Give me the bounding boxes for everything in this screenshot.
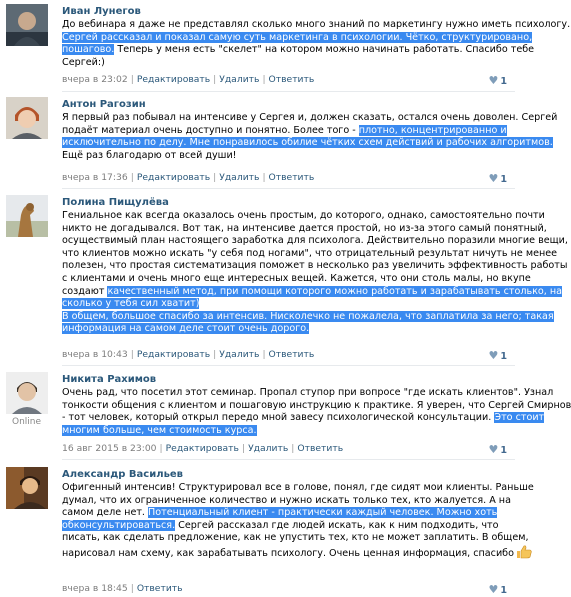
comment-author[interactable]: Никита Рахимов: [62, 374, 157, 385]
comment-author[interactable]: Александр Васильев: [62, 469, 183, 480]
heart-icon: ♥: [488, 583, 499, 596]
divider: [62, 188, 515, 189]
comment-meta: вчера в 17:36 | Редактировать | Удалить | Ответить: [62, 172, 315, 183]
comment-text-line: [62, 285, 563, 299]
reply-link[interactable]: Ответить: [136, 583, 183, 594]
text-segment: Теперь у меня есть "скелет" на котором можно начинать работать. Спасибо тебе: [114, 44, 535, 56]
comment: [0, 4, 571, 90]
comment-text-line: [62, 507, 508, 520]
like-count: 1: [500, 174, 507, 185]
delete-link[interactable]: Удалить: [219, 349, 260, 360]
comment-text: [62, 19, 571, 69]
like-button[interactable]: [488, 583, 507, 596]
comment-text-line: [62, 137, 553, 150]
delete-link[interactable]: Удалить: [219, 74, 260, 85]
highlighted-text: обконсультироваться.: [62, 519, 176, 531]
highlighted-text: Это стоит: [494, 412, 545, 424]
comment-meta: вчера в 10:43 | Редактировать | Удалить | Ответить: [62, 349, 315, 360]
avatar[interactable]: [6, 372, 48, 414]
comment-text-line: [62, 222, 547, 236]
comment-text: [62, 112, 558, 162]
text-segment: что клиентов можно искать "у себя под ногами", что отрицательный результат ничуть не менее: [62, 247, 558, 259]
highlighted-text: плотно, концентрированно и: [358, 124, 507, 136]
highlighted-text: многим больше, чем стоимость курса.: [62, 424, 257, 436]
like-button[interactable]: [488, 443, 507, 456]
reply-link[interactable]: Ответить: [297, 443, 344, 454]
like-button[interactable]: [488, 74, 507, 87]
highlighted-text: сколько у тебя сил хватит): [62, 298, 200, 310]
like-count: 1: [500, 585, 507, 596]
divider: [62, 91, 515, 92]
text-segment: Я первый раз побывал на интенсиве у Сергея и, должен сказать, остался очень доволен. Сергей: [62, 112, 558, 123]
edit-link[interactable]: Редактировать: [136, 172, 211, 183]
text-segment: осуществимый план настоящего заработка для психолога. Действительно поразили многие вещи,: [62, 235, 568, 247]
comment-time[interactable]: 16 авг 2015 в 23:00: [62, 443, 157, 454]
highlighted-text: информация на самом деле стоит очень дорого.: [62, 323, 310, 335]
heart-icon: ♥: [488, 349, 499, 362]
text-segment: тонкости общения с клиентом и пошаговую инструкцию к практике. Я уверен, что Сергей Смирнов: [62, 399, 571, 411]
text-segment: создают: [62, 285, 108, 297]
comment-text-line: [62, 260, 568, 273]
comment-text-line: [62, 247, 558, 261]
comment-text-line: [62, 235, 568, 248]
comment-text-line: [62, 112, 558, 125]
comment: [0, 97, 558, 189]
text-segment: с клиентами и очень много еще интересных вещей. Кажется, что они столь малы, но вкупе: [62, 272, 531, 284]
heart-icon: ♥: [488, 172, 499, 185]
text-segment: думал, что их ограниченное количество и нужно искать только тех, кто жалуется. А на: [62, 494, 511, 506]
divider: [62, 365, 515, 366]
comment-time[interactable]: вчера в 18:45: [62, 583, 128, 594]
like-count: 1: [500, 76, 507, 87]
comment-text-line: [62, 310, 554, 324]
comment-text-line: [62, 412, 545, 425]
comment-meta: вчера в 18:45 | Ответить: [62, 583, 183, 594]
comment-text-line: [62, 210, 545, 223]
heart-icon: ♥: [488, 74, 499, 87]
comment-text-line: [62, 323, 508, 336]
text-segment: Сергей:): [62, 56, 105, 68]
text-segment: Сергей рассказал где людей искать, как к ним подходить, что: [175, 519, 499, 531]
comment: [0, 467, 534, 596]
delete-link[interactable]: Удалить: [248, 443, 289, 454]
text-segment: Ещё раз благодарю от всей души!: [62, 149, 237, 161]
comment-text-line: [62, 532, 529, 545]
comment-text-line: [62, 545, 514, 559]
comment-text-line: [62, 31, 533, 45]
avatar[interactable]: [6, 467, 48, 509]
text-segment: Офигенный интенсив! Структурировал все в голове, понял, где сидят мои клиенты. Раньше: [62, 482, 534, 493]
comment-time[interactable]: вчера в 23:02: [62, 74, 128, 85]
text-segment: Очень рад, что посетил этот семинар. Пропал ступор при вопросе "где искать клиентов". Узнал: [62, 387, 554, 398]
comment-text-line: [62, 387, 554, 400]
reply-link[interactable]: Ответить: [268, 74, 315, 85]
avatar[interactable]: [6, 195, 48, 237]
thumbs-up-icon: [516, 545, 532, 559]
comment-author[interactable]: Полина Пищулёва: [62, 197, 169, 208]
comment-text-line: [62, 19, 571, 32]
comment-text-line: [62, 482, 534, 495]
comment-text-line: [62, 399, 571, 413]
text-segment: нарисовал нам схему, как зарабатывать психологу. Очень ценная информация, спасибо: [62, 547, 514, 559]
edit-link[interactable]: Редактировать: [136, 349, 211, 360]
comment-author[interactable]: Антон Рагозин: [62, 99, 146, 110]
text-segment: - тот человек, который открыл передо мной завесу психологической консультации.: [62, 412, 495, 424]
heart-icon: ♥: [488, 443, 499, 456]
comment-time[interactable]: вчера в 10:43: [62, 349, 128, 360]
text-segment: никто не догадывался. Вот так, на интенсиве дается простой, но из-за этого самый понятный,: [62, 222, 547, 234]
comment-text-line: [62, 44, 535, 57]
highlighted-text: Потенциальный клиент - практически каждый человек. Можно хоть: [148, 507, 498, 519]
text-segment: подаёт материал очень доступно и понятно. Более того -: [62, 124, 359, 136]
reply-link[interactable]: Ответить: [268, 349, 315, 360]
avatar[interactable]: [6, 97, 48, 139]
edit-link[interactable]: Редактировать: [165, 443, 239, 454]
text-segment: писать, как сделать предложение, как не упустить тех, кто не может заплатить. В общем,: [62, 532, 529, 544]
comment-text-line: [62, 520, 508, 533]
comment-text-line: [62, 494, 511, 508]
text-segment: полезен, что простая систематизация поможет в несколько раз увеличить эффективность работы: [62, 260, 568, 272]
comment-meta: 16 авг 2015 в 23:00 | Редактировать | Удалить | Ответить: [62, 443, 344, 454]
like-button[interactable]: [488, 172, 507, 185]
comment-text-line: [62, 272, 531, 286]
comment: [0, 372, 571, 460]
edit-link[interactable]: Редактировать: [136, 74, 211, 85]
comment-text: [62, 482, 534, 559]
divider: [62, 459, 515, 460]
text-segment: самом деле нет.: [62, 507, 149, 519]
comment-meta: вчера в 23:02 | Редактировать | Удалить | Ответить: [62, 74, 315, 85]
comment-text-line: [62, 57, 508, 70]
comment-text: [62, 387, 571, 437]
comment-author[interactable]: Иван Лунегов: [62, 6, 141, 17]
highlighted-text: В общем, большое спасибо за интенсив. Нисколечко не пожалела, что заплатила за него; такая: [62, 310, 554, 322]
highlighted-text: пошагово.: [62, 44, 115, 56]
highlighted-text: качественный метод, при помощи которого можно работать и зарабатывать столько, на: [107, 285, 563, 297]
delete-link[interactable]: Удалить: [219, 172, 260, 183]
like-count: 1: [500, 445, 507, 456]
text-segment: До вебинара я даже не представлял сколько много знаний по маркетингу нужно иметь психологу.: [62, 19, 571, 30]
text-segment: Гениальное как всегда оказалось очень простым, до которого, однако, самостоятельно почти: [62, 210, 545, 221]
comment-text-line: [62, 150, 508, 163]
online-status: Online: [12, 417, 42, 427]
comment-text: [62, 210, 568, 336]
comment-time[interactable]: вчера в 17:36: [62, 172, 128, 183]
reply-link[interactable]: Ответить: [268, 172, 315, 183]
avatar[interactable]: [6, 4, 48, 46]
like-button[interactable]: [488, 349, 507, 362]
comment-text-line: [62, 298, 508, 311]
like-count: 1: [500, 351, 507, 362]
highlighted-text: исключительно по делу. Мне понравилось обилие чётких схем действий и рабочих алгоритмов.: [62, 137, 553, 149]
comment-text-line: [62, 125, 508, 138]
comment-text-line: [62, 425, 508, 438]
highlighted-text: Сергей рассказал и показал самую суть маркетинга в психологии. Чётко, структурировано,: [62, 31, 533, 43]
comment: [0, 195, 568, 367]
